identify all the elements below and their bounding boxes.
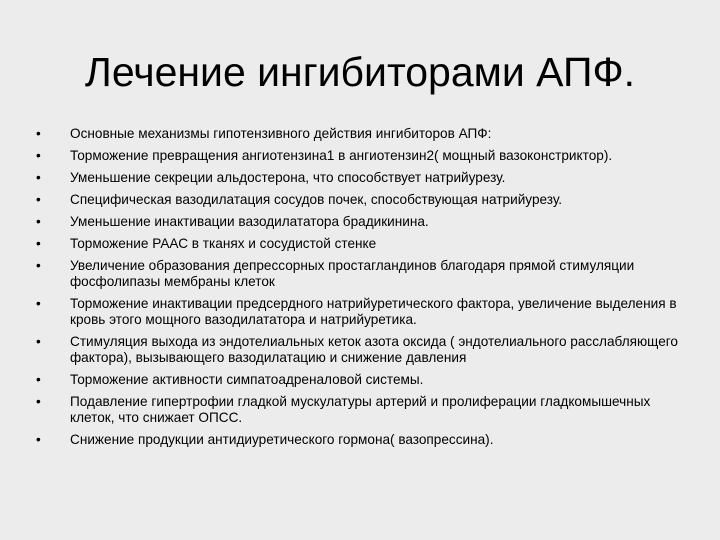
bullet-icon: • bbox=[36, 432, 41, 447]
bullet-icon: • bbox=[36, 148, 41, 163]
bullet-item bbox=[36, 334, 686, 366]
bullet-icon: • bbox=[36, 126, 41, 141]
bullet-item bbox=[36, 148, 686, 164]
bullet-item bbox=[36, 214, 686, 230]
bullet-item bbox=[36, 296, 686, 328]
bullet-item bbox=[36, 372, 686, 388]
bullet-icon: • bbox=[36, 394, 41, 409]
bullet-item bbox=[36, 394, 686, 426]
bullet-item bbox=[36, 236, 686, 252]
bullet-text: Стимуляция выхода из эндотелиальных кеток азота оксида ( эндотелиального расслабляющего фактора), вызывающего вазодилатацию и снижение давления bbox=[70, 334, 678, 365]
bullet-item bbox=[36, 258, 686, 290]
bullet-text: Торможение активности симпатоадреналовой системы. bbox=[70, 372, 424, 387]
bullet-list bbox=[36, 126, 686, 454]
bullet-text: Торможение инактивации предсердного натрийуретического фактора, увеличение выделения в кровь этого мощного вазодилататора и натрийуретика. bbox=[70, 296, 677, 327]
bullet-text: Торможение РААС в тканях и сосудистой стенке bbox=[70, 236, 377, 251]
bullet-text: Уменьшение инактивации вазодилататора брадикинина. bbox=[70, 214, 429, 229]
bullet-icon: • bbox=[36, 214, 41, 229]
bullet-item bbox=[36, 126, 686, 142]
bullet-icon: • bbox=[36, 236, 41, 251]
bullet-text: Снижение продукции антидиуретического гормона( вазопрессина). bbox=[70, 432, 494, 447]
bullet-text: Специфическая вазодилатация сосудов почек, способствующая натрийурезу. bbox=[70, 192, 563, 207]
bullet-item bbox=[36, 192, 686, 208]
bullet-icon: • bbox=[36, 170, 41, 185]
bullet-icon: • bbox=[36, 192, 41, 207]
bullet-text: Подавление гипертрофии гладкой мускулатуры артерий и пролиферации гладкомышечных клеток, что снижает ОПСС. bbox=[70, 394, 651, 425]
bullet-icon: • bbox=[36, 372, 41, 387]
bullet-item bbox=[36, 432, 686, 448]
bullet-icon: • bbox=[36, 334, 41, 349]
bullet-icon: • bbox=[36, 296, 41, 311]
bullet-text: Увеличение образования депрессорных простагландинов благодаря прямой стимуляции фосфолипазы мембраны клеток bbox=[70, 258, 635, 289]
bullet-text: Торможение превращения ангиотензина1 в ангиотензин2( мощный вазоконстриктор). bbox=[70, 148, 613, 163]
bullet-icon: • bbox=[36, 258, 41, 273]
bullet-text: Уменьшение секреции альдостерона, что способствует натрийурезу. bbox=[70, 170, 506, 185]
bullet-text: Основные механизмы гипотензивного действия ингибиторов АПФ: bbox=[70, 126, 492, 141]
bullet-item bbox=[36, 170, 686, 186]
slide-title: Лечение ингибиторами АПФ. bbox=[84, 49, 636, 95]
